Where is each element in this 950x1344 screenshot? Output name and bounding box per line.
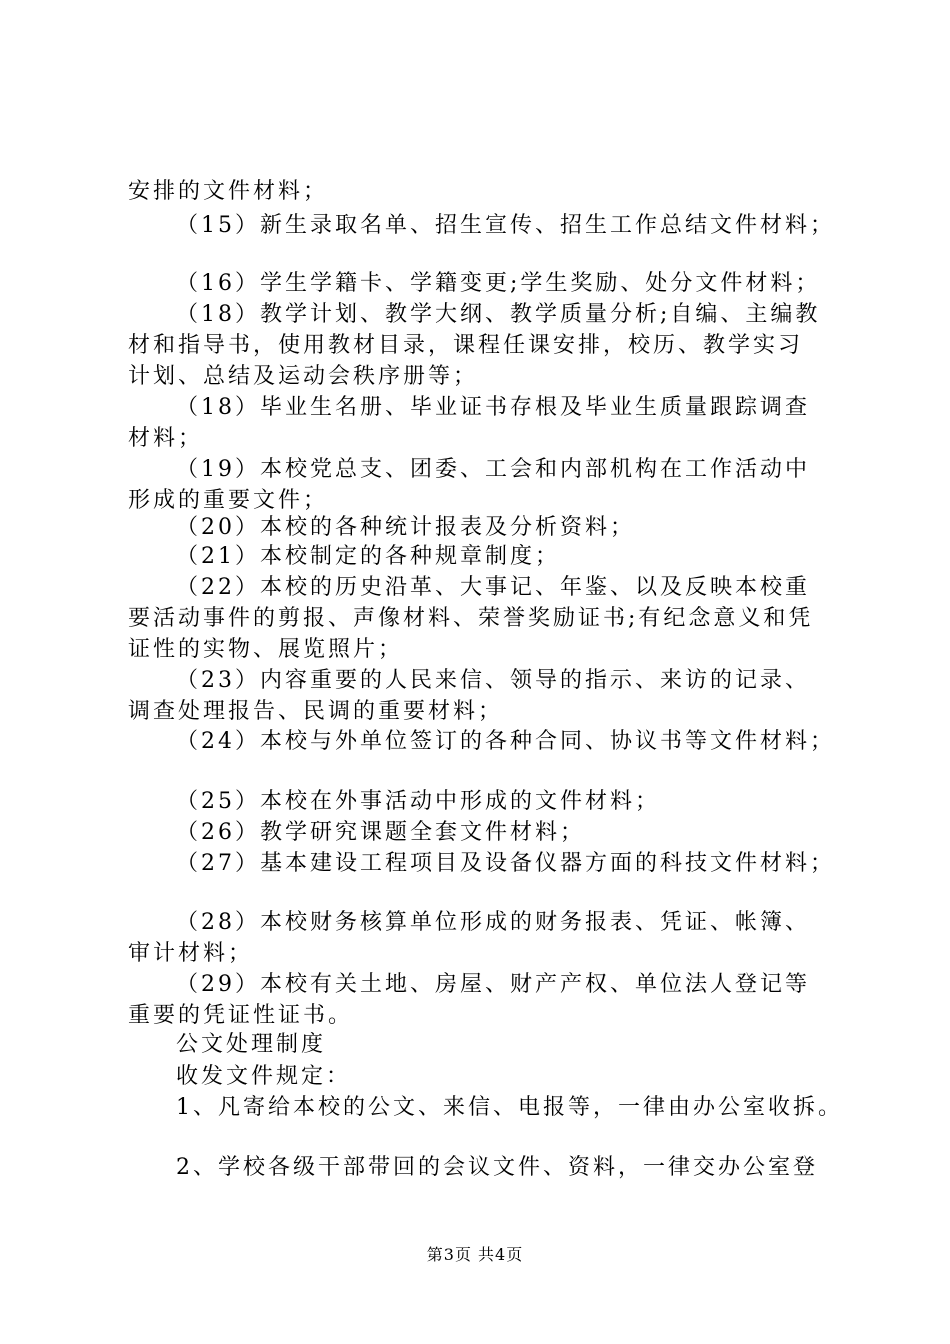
- text-line-14: 要活动事件的剪报、声像材料、荣誉奖励证书;有纪念意义和凭: [128, 606, 814, 631]
- text-line-12: （21）本校制定的各种规章制度；: [176, 544, 560, 569]
- text-line-28: 1、凡寄给本校的公文、来信、电报等，一律由办公室收拆。: [176, 1095, 843, 1120]
- text-line-16: （23）内容重要的人民来信、领导的指示、来访的记录、: [176, 668, 810, 693]
- text-line-3: （16）学生学籍卡、学籍变更;学生奖励、处分文件材料；: [176, 271, 821, 296]
- text-line-9: （19）本校党总支、团委、工会和内部机构在工作活动中: [176, 457, 810, 482]
- text-line-24: （29）本校有关土地、房屋、财产产权、单位法人登记等: [176, 972, 810, 997]
- text-line-1: 安排的文件材料；: [128, 179, 329, 204]
- subsection-heading: 收发文件规定：: [176, 1064, 352, 1089]
- text-line-7: （18）毕业生名册、毕业证书存根及毕业生质量跟踪调查: [176, 395, 810, 420]
- text-line-29: 2、学校各级干部带回的会议文件、资料，一律交办公室登: [176, 1155, 818, 1180]
- text-line-11: （20）本校的各种统计报表及分析资料；: [176, 515, 635, 540]
- text-line-10: 形成的重要文件；: [128, 488, 329, 513]
- text-line-15: 证性的实物、展览照片；: [128, 637, 404, 662]
- text-line-6: 计划、总结及运动会秩序册等；: [128, 364, 479, 389]
- text-line-19: （25）本校在外事活动中形成的文件材料；: [176, 789, 660, 814]
- text-line-20: （26）教学研究课题全套文件材料；: [176, 820, 585, 845]
- text-line-8: 材料；: [128, 426, 204, 451]
- section-heading: 公文处理制度: [176, 1032, 327, 1057]
- text-line-25: 重要的凭证性证书。: [128, 1003, 354, 1028]
- text-line-13: （22）本校的历史沿革、大事记、年鉴、以及反映本校重: [176, 575, 810, 600]
- page-footer: 第3页 共4页: [426, 1245, 524, 1264]
- text-line-5: 材和指导书，使用教材目录，课程任课安排，校历、教学实习: [128, 333, 804, 358]
- text-line-2: （15）新生录取名单、招生宣传、招生工作总结文件材料；: [176, 213, 835, 238]
- text-line-18: （24）本校与外单位签订的各种合同、协议书等文件材料；: [176, 729, 835, 754]
- text-line-22: （28）本校财务核算单位形成的财务报表、凭证、帐簿、: [176, 910, 810, 935]
- text-line-17: 调查处理报告、民调的重要材料；: [128, 699, 504, 724]
- text-line-21: （27）基本建设工程项目及设备仪器方面的科技文件材料；: [176, 851, 835, 876]
- text-line-4: （18）教学计划、教学大纲、教学质量分析;自编、主编教: [176, 302, 821, 327]
- text-line-23: 审计材料；: [128, 941, 254, 966]
